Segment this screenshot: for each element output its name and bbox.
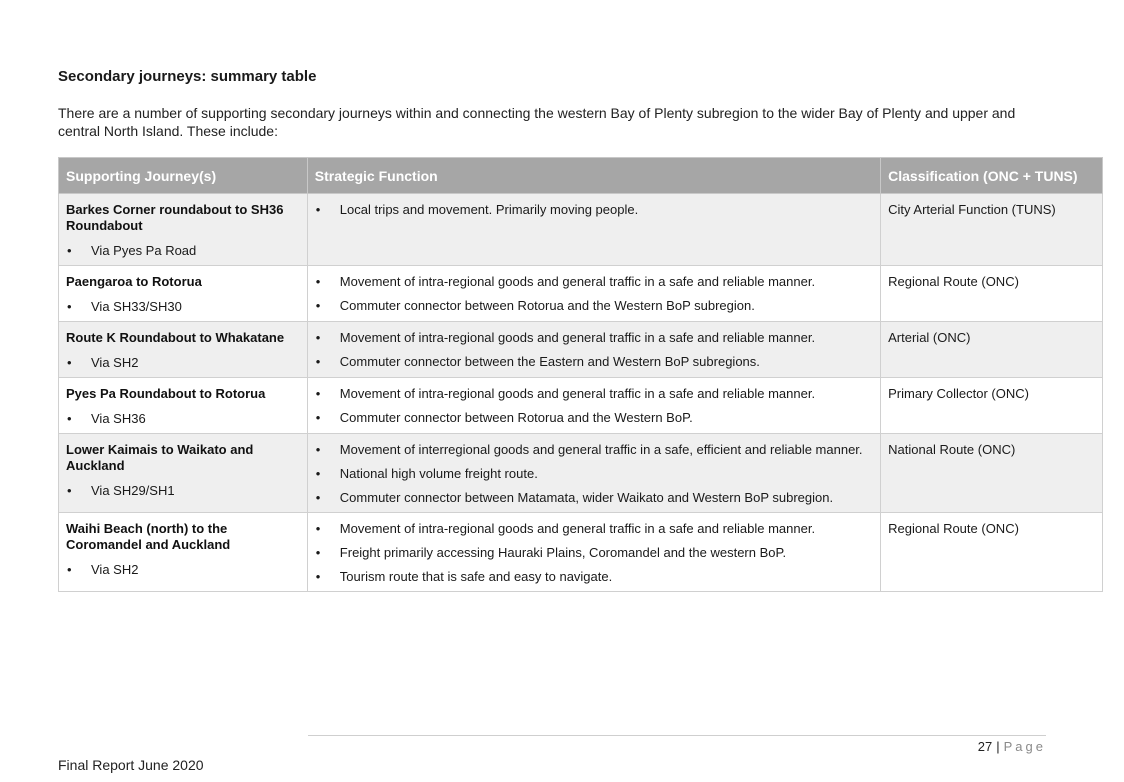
- journey-cell: [59, 434, 308, 513]
- summary-table: [58, 157, 1103, 592]
- classification-cell: Primary Collector (ONC): [881, 378, 1103, 434]
- function-cell: [307, 513, 880, 592]
- function-item: • Tourism route that is safe and easy to navigate.: [315, 569, 873, 585]
- journey-via: • Via SH2: [66, 562, 300, 578]
- function-cell: [307, 378, 880, 434]
- table-row: [59, 378, 1103, 434]
- journey-cell: [59, 513, 308, 592]
- section-heading: Secondary journeys: summary table: [58, 68, 317, 85]
- journey-cell: [59, 194, 308, 266]
- classification-cell: Regional Route (ONC): [881, 513, 1103, 592]
- table-header-row: [59, 158, 1103, 194]
- journey-via: • Via SH36: [66, 411, 300, 427]
- journey-title: Waihi Beach (north) to the Coromandel and Auckland: [66, 521, 231, 552]
- table-row: [59, 513, 1103, 592]
- table-row: [59, 266, 1103, 322]
- journey-title: Barkes Corner roundabout to SH36 Roundabout: [66, 202, 284, 233]
- footer-report-date: Final Report June 2020: [58, 757, 204, 773]
- function-item: • Commuter connector between Matamata, wider Waikato and Western BoP subregion.: [315, 490, 873, 506]
- function-cell: [307, 434, 880, 513]
- journey-title: Lower Kaimais to Waikato and Auckland: [66, 442, 254, 473]
- journey-cell: [59, 378, 308, 434]
- journey-via: • Via Pyes Pa Road: [66, 243, 300, 259]
- function-item: • National high volume freight route.: [315, 466, 873, 482]
- journey-title: Route K Roundabout to Whakatane: [66, 330, 285, 345]
- page-number: [978, 739, 1046, 754]
- classification-cell: National Route (ONC): [881, 434, 1103, 513]
- function-item: • Movement of interregional goods and general traffic in a safe, efficient and reliable manner.: [315, 442, 873, 458]
- footer-divider: [308, 735, 1046, 736]
- function-item: • Commuter connector between the Eastern and Western BoP subregions.: [315, 354, 873, 370]
- journey-title: Pyes Pa Roundabout to Rotorua: [66, 386, 266, 401]
- journey-cell: [59, 322, 308, 378]
- function-cell: [307, 322, 880, 378]
- page-word: Page: [1003, 739, 1046, 754]
- function-cell: [307, 266, 880, 322]
- journey-via: • Via SH33/SH30: [66, 299, 300, 315]
- function-item: • Commuter connector between Rotorua and the Western BoP.: [315, 410, 873, 426]
- journey-via: • Via SH2: [66, 355, 300, 371]
- journey-cell: [59, 266, 308, 322]
- function-cell: [307, 194, 880, 266]
- page-separator: |: [996, 739, 1000, 754]
- journey-title: Paengaroa to Rotorua: [66, 274, 202, 289]
- header-classification: Classification (ONC + TUNS): [881, 158, 1103, 194]
- function-item: • Local trips and movement. Primarily moving people.: [315, 202, 873, 218]
- function-item: • Movement of intra-regional goods and general traffic in a safe and reliable manner.: [315, 330, 873, 346]
- function-item: • Movement of intra-regional goods and general traffic in a safe and reliable manner.: [315, 521, 873, 537]
- table-row: [59, 194, 1103, 266]
- function-item: • Movement of intra-regional goods and general traffic in a safe and reliable manner.: [315, 274, 873, 290]
- journey-via: • Via SH29/SH1: [66, 483, 300, 499]
- page-number-value: 27: [977, 739, 993, 754]
- table-row: [59, 434, 1103, 513]
- classification-cell: City Arterial Function (TUNS): [881, 194, 1103, 266]
- header-supporting-journeys: Supporting Journey(s): [59, 158, 308, 194]
- classification-cell: Regional Route (ONC): [881, 266, 1103, 322]
- function-item: • Freight primarily accessing Hauraki Plains, Coromandel and the western BoP.: [315, 545, 873, 561]
- function-item: • Movement of intra-regional goods and general traffic in a safe and reliable manner.: [315, 386, 873, 402]
- function-item: • Commuter connector between Rotorua and the Western BoP subregion.: [315, 298, 873, 314]
- header-strategic-function: Strategic Function: [307, 158, 880, 194]
- table-row: [59, 322, 1103, 378]
- classification-cell: Arterial (ONC): [881, 322, 1103, 378]
- intro-paragraph: There are a number of supporting secondary journeys within and connecting the western Bay of Plenty subregion to the wider Bay of Plenty and upper and central North Island. These include:: [58, 105, 1016, 139]
